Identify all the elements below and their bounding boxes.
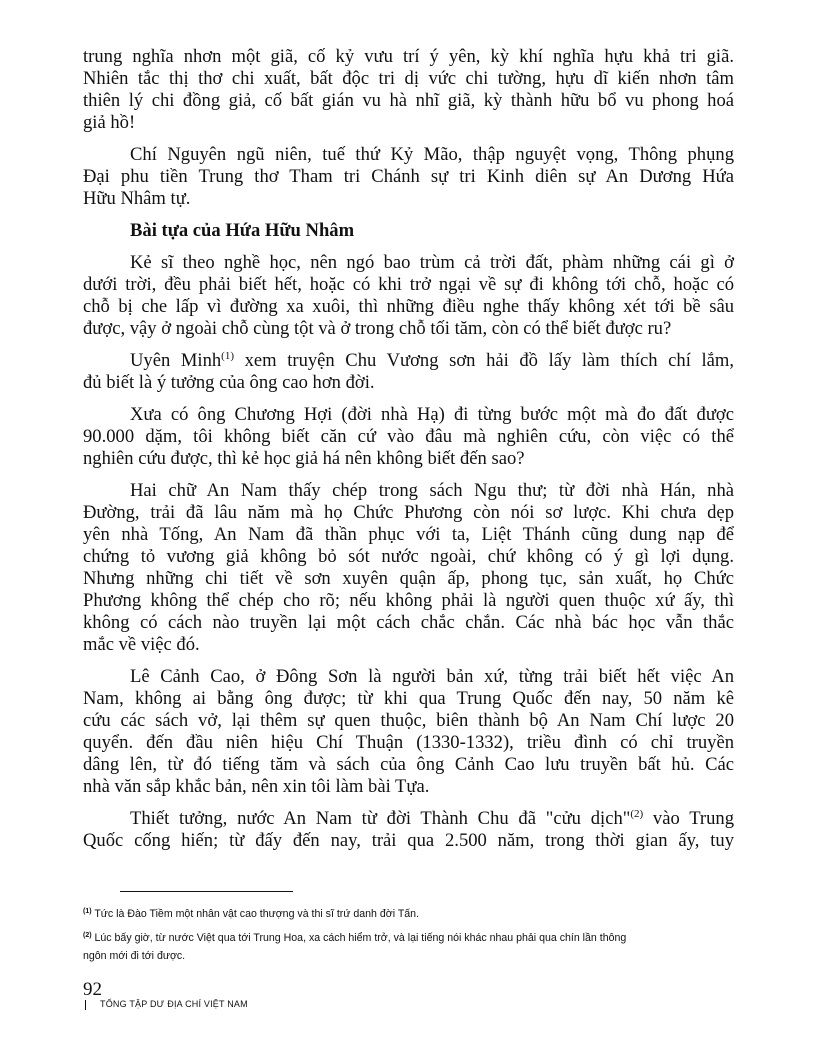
text-line: Hai chữ An Nam thấy chép trong sách Ngu thư; từ đời nhà Hán, nhà: [130, 480, 734, 501]
footnote-ref: (1): [221, 350, 234, 362]
body-text: [83, 46, 734, 852]
paragraph: [83, 46, 734, 134]
text-line: Hữu Nhâm tự.: [83, 188, 191, 209]
footnotes: [83, 905, 734, 971]
line-text: xem truyện Chu Vương sơn hải đồ lấy làm thích chí lắm,: [234, 350, 734, 371]
text-line: trung nghĩa nhơn một giã, cố kỷ vưu trí ý yên, kỳ khí nghĩa hựu khả tri giã.: [83, 46, 734, 67]
footnote-ref: (2): [630, 808, 644, 820]
text-line: không có cách nào truyền lại một cách chắc chắn. Các nhà bác học vẫn thắc: [83, 612, 734, 633]
footnote: [83, 929, 734, 965]
text-line: được, vậy ở ngoài chỗ cùng tột và ở trong chỗ tối tăm, còn có thể biết được ru?: [83, 318, 672, 339]
text-line: mắc về việc đó.: [83, 634, 200, 655]
footnote: [83, 905, 734, 923]
footnote-separator: [120, 891, 293, 892]
text-line: chỗ bị che lấp vì đường xa xuôi, thì những điều nghe thấy không xét tới bề sâu: [83, 296, 734, 317]
text-line: Đại phu tiền Trung thơ Tham tri Chánh sự tri Kinh diên sự An Dương Hứa: [83, 166, 734, 187]
footnote-line: [83, 929, 734, 947]
text-line: Nam, không ai bằng ông được; từ khi qua Trung Quốc đến nay, 50 năm kê: [83, 688, 734, 709]
paragraph: [83, 404, 734, 470]
text-line: dâng lên, từ đó tiếng tăm và sách của ông Cảnh Cao lưu truyền bất hủ. Các: [83, 754, 734, 775]
text-line: đủ biết là ý tưởng của ông cao hơn đời.: [83, 372, 375, 393]
footnote-text: ngôn mới đi tới được.: [83, 950, 186, 962]
footnote-line: [83, 905, 734, 923]
page-number: 92: [83, 979, 102, 1000]
paragraph: [83, 808, 734, 852]
footnote-text: Lúc bấy giờ, từ nước Việt qua tới Trung Hoa, xa cách hiểm trở, và lại tiếng nói khác nhau phải qua chín lần thông: [94, 932, 627, 944]
text-line: [83, 350, 734, 372]
footer-divider: [85, 1000, 86, 1010]
paragraph: [83, 144, 734, 210]
text-line: [83, 808, 734, 830]
section-heading: Bài tựa của Hứa Hữu Nhâm: [130, 220, 355, 241]
text-line: giả hồ!: [83, 112, 136, 133]
paragraph: [83, 666, 734, 798]
text-line: Nhưng những chi tiết về sơn xuyên quận ấp, phong tục, sản xuất, họ Chức: [83, 568, 734, 589]
text-line: quyển. đến đầu niên hiệu Chí Thuận (1330-1332), triều đình có chỉ truyền: [83, 732, 734, 753]
text-line: chứng tỏ vương giả không bỏ sót nước ngoài, chứ không có ý gì lợi dụng.: [83, 546, 734, 567]
text-line: Đường, trải đã lâu năm mà họ Chức Phương còn nói sơ lược. Khi chưa dẹp: [83, 502, 734, 523]
line-text: Thiết tưởng, nước An Nam từ đời Thành Chu đã "cửu dịch": [130, 808, 631, 829]
text-line: nghiên cứu được, thì kẻ học giả há nên không biết đến sao?: [83, 448, 525, 469]
line-text: vào Trung: [643, 808, 734, 829]
paragraph: [83, 252, 734, 340]
text-line: Lê Cảnh Cao, ở Đông Sơn là người bản xứ, từng trải biết hết việc An: [130, 666, 734, 687]
text-line: Kẻ sĩ theo nghề học, nên ngó bao trùm cả trời đất, phàm những cái gì ở: [130, 252, 734, 273]
footnote-line: [83, 947, 734, 965]
footnote-mark: (2): [83, 932, 92, 939]
line-text: Uyên Minh: [130, 350, 222, 371]
paragraph: [83, 350, 734, 394]
paragraph: [83, 480, 734, 656]
text-line: cứu các sách vở, lại thêm sự quen thuộc, biên thành bộ An Nam Chí lược 20: [83, 710, 734, 731]
running-footer-title: TỔNG TẬP DƯ ĐỊA CHÍ VIỆT NAM: [100, 999, 248, 1009]
footnote-mark: (1): [83, 908, 92, 915]
text-line: thiên lý chi đồng giả, cố bất gián vu hà nhĩ giã, kỳ thành hữu bổ vu phong hoá: [83, 90, 734, 111]
footnote-text: Tức là Đào Tiềm một nhân vật cao thượng và thi sĩ trứ danh đời Tấn.: [94, 908, 420, 920]
text-line: 90.000 dặm, tôi không biết căn cứ vào đâu mà nghiên cứu, còn việc có thể: [83, 426, 734, 447]
text-line: Chí Nguyên ngũ niên, tuế thứ Kỷ Mão, thập nguyệt vọng, Thông phụng: [130, 144, 734, 165]
text-line: Quốc cống hiến; từ đấy đến nay, trải qua 2.500 năm, trong thời gian ấy, tuy: [83, 830, 734, 851]
text-line: Phương không thể chép cho rõ; nếu không phải là người quen thuộc xứ ấy, thì: [83, 590, 734, 611]
text-line: nhà văn sắp khắc bản, nên xin tôi làm bài Tựa.: [83, 776, 430, 797]
text-line: Xưa có ông Chương Hợi (đời nhà Hạ) đi từng bước một mà đo đất được: [130, 404, 734, 425]
text-line: Nhiên tắc thị thơ chi xuất, bất độc tri dị vức chi tường, hựu dĩ kiến nhơn tâm: [83, 68, 734, 89]
text-line: yên nhà Tống, An Nam đã thần phục với ta, Liệt Thánh cũng dung nạp để: [83, 524, 734, 545]
text-line: dưới trời, đều phải biết hết, hoặc có khi trở ngại về sự đi không tới chỗ, hoặc có: [83, 274, 734, 295]
